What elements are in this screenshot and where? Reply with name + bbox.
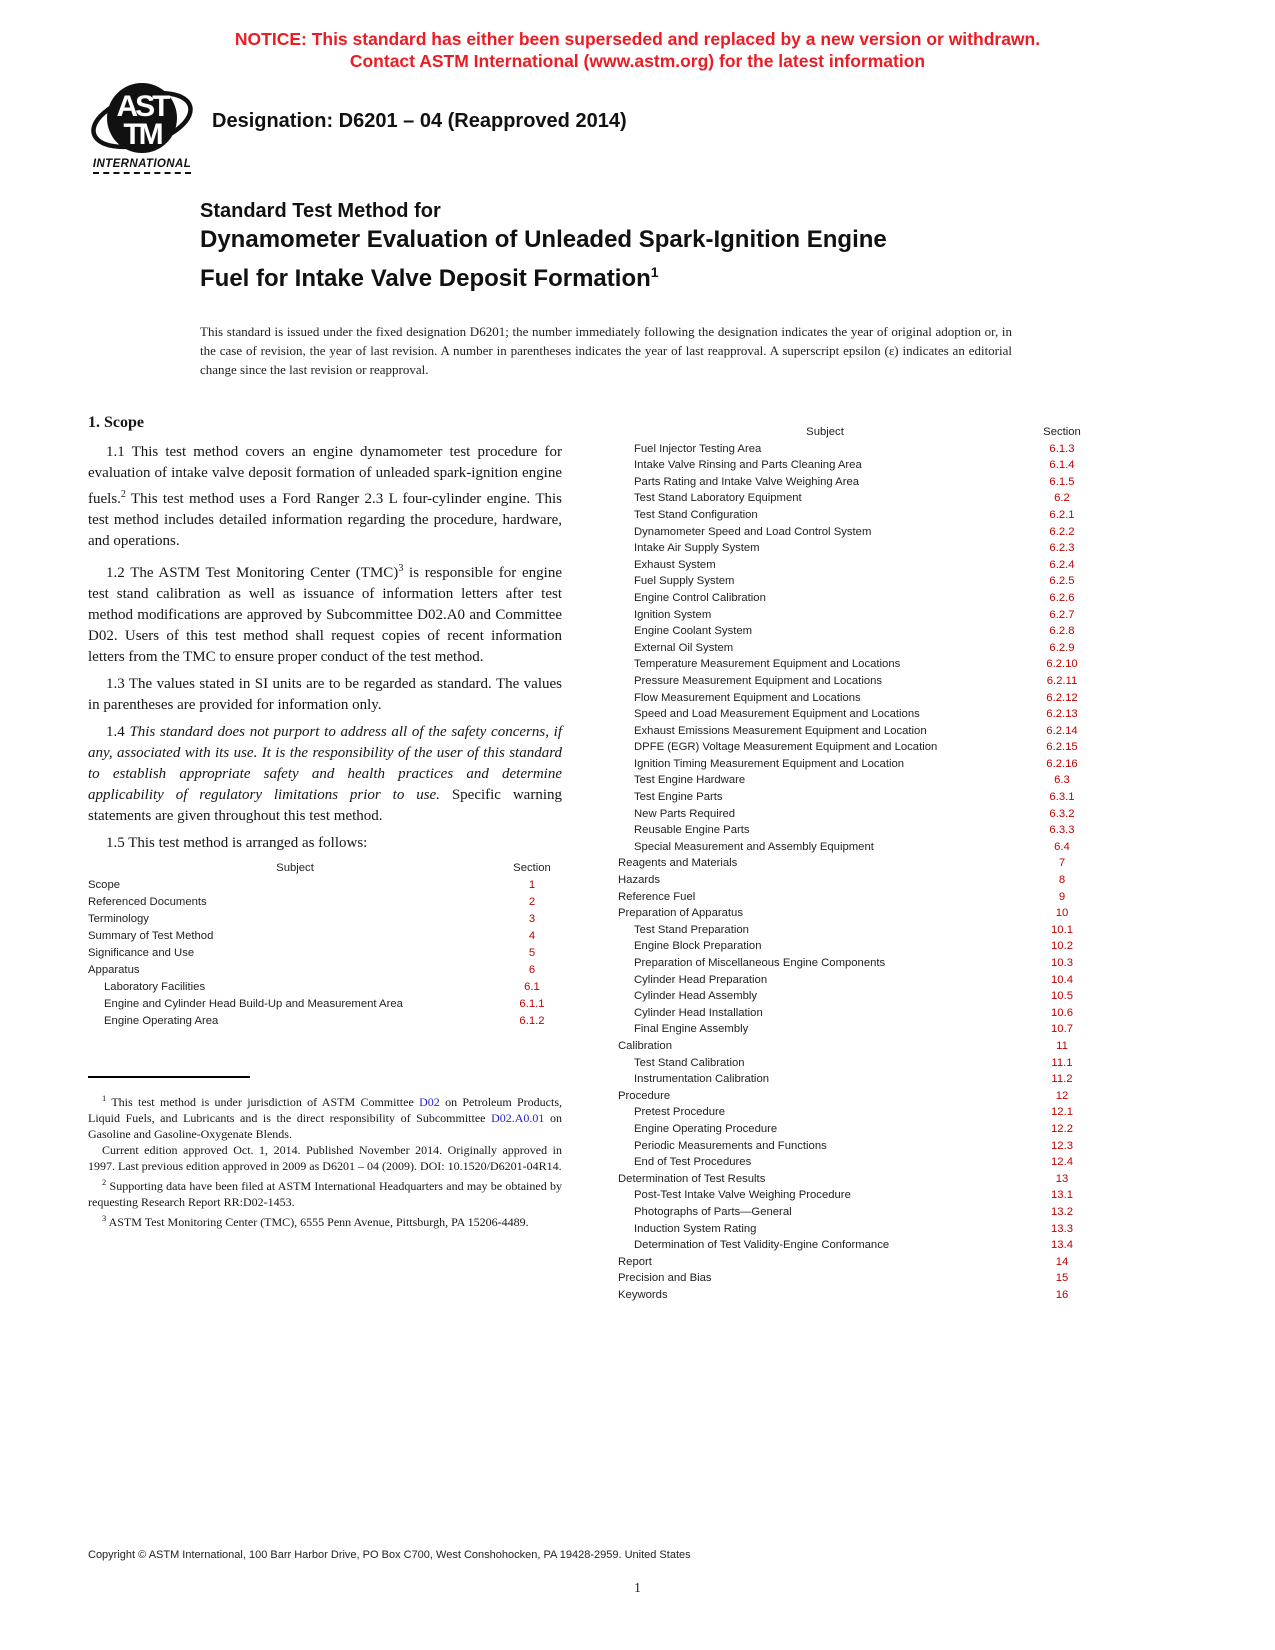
toc-section-number: 10.6 (1051, 1006, 1073, 1019)
toc-section-number: 6 (528, 964, 536, 976)
text-segment: 1.4 (106, 724, 130, 740)
text-segment: Supporting data have been filed at ASTM International Headquarters and may be obtained by requesting Research Report RR:D02-1453. (88, 1179, 562, 1209)
toc-section-number: 13.4 (1051, 1239, 1073, 1252)
toc-subject: Speed and Load Measurement Equipment and Locations (634, 708, 920, 721)
issuance-paragraph: This standard is issued under the fixed designation D6201; the number immediately following the designation indicates the year of original adoption or, in the case of revision, the year of last revision. A number in parentheses indicates the year of last reapproval. A superscript epsilon (ε) indicates an editorial change since the last revision or reapproval. (200, 324, 1012, 377)
footnote-3 (88, 1210, 562, 1230)
text-segment: on Gasoline and Gasoline-Oxygenate Blends. (88, 1111, 562, 1141)
toc-row (618, 673, 1092, 690)
toc-row (618, 507, 1092, 524)
toc-subject: Apparatus (88, 964, 140, 976)
right-column (618, 408, 1092, 1303)
toc-row (88, 894, 562, 911)
toc-section-number: 12.4 (1051, 1156, 1073, 1169)
toc-section-number: 10.1 (1051, 923, 1073, 936)
toc-row (618, 1287, 1092, 1304)
svg-text:TM: TM (123, 118, 161, 151)
toc-row (618, 1088, 1092, 1105)
toc-subject: Exhaust System (634, 558, 716, 571)
toc-section-number: 10 (1055, 907, 1069, 920)
text-segment: ASTM Test Monitoring Center (TMC), 6555 Penn Avenue, Pittsburgh, PA 15206-4489. (106, 1215, 529, 1229)
toc-subject: Ignition Timing Measurement Equipment and Location (634, 757, 905, 770)
toc-section-number: 11.2 (1051, 1073, 1073, 1086)
toc-row (618, 524, 1092, 541)
toc-row (618, 607, 1092, 624)
toc-subject: Final Engine Assembly (634, 1023, 749, 1036)
toc-row (618, 1138, 1092, 1155)
toc-subject: Report (618, 1255, 652, 1268)
toc-subject: Parts Rating and Intake Valve Weighing Area (634, 475, 860, 488)
toc-section-number: 6.4 (1054, 840, 1070, 853)
toc-table-left (88, 860, 562, 1030)
toc-row (618, 690, 1092, 707)
toc-section-number: 11 (1056, 1039, 1068, 1052)
toc-row (88, 928, 562, 945)
astm-committee-link[interactable]: D02 (419, 1095, 440, 1109)
toc-row (88, 1013, 562, 1030)
toc-subject: Cylinder Head Installation (634, 1006, 763, 1019)
toc-section-number: 6.2.8 (1049, 625, 1075, 638)
toc-row (618, 1171, 1092, 1188)
toc-section-number: 6.2.15 (1046, 741, 1078, 754)
toc-row (618, 1021, 1092, 1038)
toc-row (618, 557, 1092, 574)
text-segment: 3 (102, 1213, 107, 1223)
toc-subject: Fuel Injector Testing Area (634, 442, 762, 455)
toc-section-number: 13.1 (1051, 1189, 1073, 1202)
toc-subject: Hazards (618, 874, 661, 887)
toc-row (88, 962, 562, 979)
title-footnote-marker: 1 (650, 264, 659, 280)
text-segment: 3 (398, 563, 404, 574)
toc-section-number: 6.3.2 (1049, 807, 1075, 820)
toc-section-number: 10.2 (1051, 940, 1073, 953)
toc-section-number: 6.1.5 (1049, 475, 1075, 488)
toc-row (88, 996, 562, 1013)
toc-section-number: 6.2.9 (1049, 641, 1075, 654)
toc-row (618, 573, 1092, 590)
title-kicker: Standard Test Method for (200, 200, 441, 222)
text-segment: 2 (120, 489, 126, 500)
page-number: 1 (634, 1580, 641, 1595)
text-segment: 1 (102, 1093, 107, 1103)
astm-logo-icon (90, 78, 194, 160)
toc-subject: Pressure Measurement Equipment and Locations (634, 674, 883, 687)
toc-section-header: Section (1043, 426, 1081, 438)
toc-row (618, 1055, 1092, 1072)
toc-right-header (618, 424, 1092, 441)
title-main-line-2-text: Fuel for Intake Valve Deposit Formation (200, 265, 651, 292)
toc-section-number: 6.1.2 (519, 1015, 545, 1027)
astm-logo-subtitle: INTERNATIONAL (93, 158, 191, 174)
toc-section-number: 12.2 (1051, 1122, 1073, 1135)
toc-row (88, 877, 562, 894)
text-segment: This test method is under jurisdiction of ASTM Committee (106, 1095, 420, 1109)
text-segment: Current edition approved Oct. 1, 2014. Published November 2014. Originally approved in 1997. Last previous edition approved in 2009 as D6201 – 04 (2009). DOI: 10.1520/D6201-04R14. (88, 1143, 562, 1173)
toc-row (618, 922, 1092, 939)
toc-section-number: 6.2.6 (1049, 591, 1075, 604)
notice-line-2: Contact ASTM International (www.astm.org) for the latest information (349, 51, 926, 71)
toc-row (618, 623, 1092, 640)
text-segment: on Petroleum Products, Liquid Fuels, and Lubricants and is the direct responsibility of Subcommittee (88, 1095, 563, 1125)
astm-logo (88, 78, 196, 174)
astm-committee-link[interactable]: D02.A0.01 (491, 1111, 545, 1125)
toc-section-number: 6.3.3 (1049, 824, 1075, 837)
toc-subject: Dynamometer Speed and Load Control System (634, 525, 872, 538)
toc-row (618, 1038, 1092, 1055)
toc-subject: Reference Fuel (618, 890, 696, 903)
toc-subject: Cylinder Head Assembly (634, 990, 758, 1003)
toc-section-number: 6.2.1 (1049, 508, 1075, 521)
toc-row (618, 839, 1092, 856)
toc-subject: Terminology (88, 913, 149, 925)
toc-subject-header: Subject (276, 862, 314, 874)
toc-row (618, 490, 1092, 507)
toc-section-number: 7 (1058, 857, 1066, 870)
toc-row (618, 723, 1092, 740)
footnotes-block (88, 1076, 562, 1230)
toc-section-number: 6.3.1 (1049, 791, 1075, 804)
toc-section-number: 15 (1055, 1272, 1069, 1285)
toc-subject: New Parts Required (634, 807, 736, 820)
toc-row (618, 640, 1092, 657)
toc-section-number: 14 (1055, 1255, 1069, 1268)
toc-subject: Engine Operating Procedure (634, 1122, 778, 1135)
toc-section-number: 9 (1058, 890, 1066, 903)
document-header (88, 78, 627, 174)
toc-section-number: 6.2.3 (1049, 542, 1075, 555)
toc-subject: Periodic Measurements and Functions (634, 1139, 827, 1152)
toc-row (618, 772, 1092, 789)
toc-section-number: 4 (528, 930, 536, 942)
toc-section-number: 6.2.16 (1046, 757, 1078, 770)
toc-subject: Test Stand Configuration (634, 508, 758, 521)
toc-section-number: 10.4 (1051, 973, 1073, 986)
toc-section-number: 12 (1055, 1089, 1069, 1102)
toc-row (618, 1221, 1092, 1238)
footnote-1 (88, 1090, 562, 1142)
toc-left-header (88, 860, 562, 877)
toc-subject-header: Subject (806, 426, 844, 438)
toc-subject: Scope (88, 879, 121, 891)
paragraph-1-4 (88, 722, 562, 827)
toc-section-number: 6.2.10 (1046, 658, 1078, 671)
toc-section-number: 12.1 (1051, 1106, 1073, 1119)
toc-section-number: 6.2.12 (1046, 691, 1078, 704)
toc-subject: Post-Test Intake Valve Weighing Procedure (634, 1189, 851, 1202)
toc-subject: Photographs of Parts—General (634, 1205, 792, 1218)
toc-subject: Reagents and Materials (618, 857, 738, 870)
toc-section-number: 10.7 (1051, 1023, 1073, 1036)
toc-subject: Test Engine Hardware (634, 774, 746, 787)
toc-section-number: 12.3 (1051, 1139, 1073, 1152)
toc-subject: Referenced Documents (88, 896, 207, 908)
title-block (200, 198, 1030, 295)
toc-subject: Temperature Measurement Equipment and Locations (634, 658, 901, 671)
toc-section-number: 6.2.7 (1049, 608, 1075, 621)
toc-subject: Test Stand Laboratory Equipment (634, 492, 802, 505)
toc-subject: Induction System Rating (634, 1222, 757, 1235)
toc-row (618, 872, 1092, 889)
toc-row (618, 972, 1092, 989)
text-segment: is responsible for engine test stand calibration as well as issuance of information letters after test method modifications are approved by Subcommittee D02.A0 and Committee D02. Users of this test method shall request copies of recent information letters from the TMC to ensure proper conduct of the test method. (88, 565, 562, 665)
toc-section-number: 6.2.5 (1049, 575, 1075, 588)
toc-subject: Laboratory Facilities (104, 981, 206, 993)
toc-row (618, 789, 1092, 806)
toc-section-number: 6.2.2 (1049, 525, 1075, 538)
toc-subject: Special Measurement and Assembly Equipment (634, 840, 874, 853)
toc-row (618, 938, 1092, 955)
scope-heading: 1. Scope (88, 414, 144, 431)
toc-section-number: 16 (1055, 1288, 1069, 1301)
paragraph-1-1 (88, 442, 562, 552)
toc-row (618, 1204, 1092, 1221)
toc-subject: Determination of Test Validity-Engine Conformance (634, 1239, 890, 1252)
toc-subject: Engine and Cylinder Head Build-Up and Measurement Area (104, 998, 403, 1010)
toc-row (618, 955, 1092, 972)
toc-section-number: 6.1.4 (1049, 459, 1075, 472)
text-segment: This test method uses a Ford Ranger 2.3 L four-cylinder engine. This test method includes detailed information regarding the procedure, hardware, and operations. (88, 491, 562, 549)
title-main-line-1: Dynamometer Evaluation of Unleaded Spark-Ignition Engine (200, 226, 887, 253)
toc-table-right (618, 424, 1092, 1303)
toc-subject: Test Stand Calibration (634, 1056, 745, 1069)
toc-subject: Cylinder Head Preparation (634, 973, 768, 986)
toc-section-number: 6.1.1 (519, 998, 545, 1010)
toc-subject: Keywords (618, 1288, 668, 1301)
designation-label: Designation: D6201 – 04 (Reapproved 2014) (212, 110, 627, 132)
text-segment: 2 (102, 1177, 107, 1187)
toc-row (618, 1254, 1092, 1271)
toc-section-number: 6.2 (1054, 492, 1070, 505)
toc-subject: Significance and Use (88, 947, 195, 959)
toc-section-number: 6.2.14 (1046, 724, 1078, 737)
toc-section-number: 6.1 (524, 981, 540, 993)
title-main-line-2 (200, 256, 1030, 295)
text-segment: 1.2 The ASTM Test Monitoring Center (TMC) (106, 565, 399, 581)
toc-row (618, 1237, 1092, 1254)
toc-subject: Intake Air Supply System (634, 542, 760, 555)
toc-subject: Ignition System (634, 608, 712, 621)
toc-subject: Test Stand Preparation (634, 923, 749, 936)
toc-section-number: 6.1.3 (1049, 442, 1075, 455)
toc-subject: Engine Block Preparation (634, 940, 762, 953)
toc-subject: External Oil System (634, 641, 734, 654)
toc-subject: DPFE (EGR) Voltage Measurement Equipment and Location (634, 741, 938, 754)
toc-subject: Precision and Bias (618, 1272, 712, 1285)
toc-subject: Test Engine Parts (634, 791, 723, 804)
toc-row (618, 988, 1092, 1005)
toc-section-number: 13.2 (1051, 1205, 1073, 1218)
toc-right-rows (618, 441, 1092, 1304)
toc-row (88, 979, 562, 996)
toc-left-rows (88, 877, 562, 1030)
toc-row (618, 905, 1092, 922)
superseded-notice (0, 28, 1275, 72)
toc-row (618, 540, 1092, 557)
toc-subject: Instrumentation Calibration (634, 1073, 770, 1086)
toc-subject: Engine Control Calibration (634, 591, 766, 604)
toc-row (618, 1121, 1092, 1138)
toc-row (618, 739, 1092, 756)
copyright-footer: Copyright © ASTM International, 100 Barr Harbor Drive, PO Box C700, West Conshohocken, PA 19428-2959. United States (88, 1549, 691, 1561)
toc-row (618, 1187, 1092, 1204)
toc-row (618, 457, 1092, 474)
toc-subject: Summary of Test Method (88, 930, 214, 942)
toc-row (618, 590, 1092, 607)
toc-subject: Engine Coolant System (634, 625, 753, 638)
paragraph-1-5 (88, 833, 562, 854)
toc-section-number: 3 (528, 913, 536, 925)
toc-subject: Fuel Supply System (634, 575, 735, 588)
toc-section-number: 6.2.13 (1046, 708, 1078, 721)
toc-row (618, 474, 1092, 491)
toc-section-number: 6.2.11 (1046, 674, 1078, 687)
footnote-edition (88, 1142, 562, 1174)
toc-subject: Procedure (618, 1089, 671, 1102)
toc-subject: Preparation of Apparatus (618, 907, 743, 920)
toc-section-number: 1 (528, 879, 536, 891)
paragraph-1-3 (88, 674, 562, 716)
toc-subject: Intake Valve Rinsing and Parts Cleaning Area (634, 459, 862, 472)
notice-line-1: NOTICE: This standard has either been superseded and replaced by a new version or withdrawn. (234, 29, 1041, 49)
toc-section-number: 13 (1055, 1172, 1069, 1185)
paragraph-1-2 (88, 558, 562, 668)
toc-row (618, 1071, 1092, 1088)
svg-text:AST: AST (116, 90, 168, 123)
toc-subject: End of Test Procedures (634, 1156, 752, 1169)
toc-row (618, 822, 1092, 839)
footnote-divider (88, 1076, 250, 1078)
toc-section-number: 8 (1058, 874, 1066, 887)
text-segment: This standard does not purport to address all of the safety concerns, if any, associated with its use. It is the responsibility of the user of this standard to establish appropriate safety and health practices and determine applicability of regulatory limitations prior to use. (88, 724, 563, 803)
toc-section-number: 5 (528, 947, 536, 959)
toc-row (88, 945, 562, 962)
toc-row (618, 1104, 1092, 1121)
toc-subject: Reusable Engine Parts (634, 824, 750, 837)
toc-subject: Determination of Test Results (618, 1172, 766, 1185)
text-segment: 1.1 This test method covers an engine dynamometer test procedure for evaluation of intake valve deposit formation of unleaded spark-ignition engine fuels. (88, 444, 562, 507)
toc-row (618, 1270, 1092, 1287)
text-segment: Specific warning statements are given throughout this test method. (88, 787, 562, 824)
footnote-2 (88, 1174, 562, 1210)
toc-section-number: 13.3 (1051, 1222, 1073, 1235)
toc-subject: Preparation of Miscellaneous Engine Components (634, 957, 886, 969)
toc-row (618, 656, 1092, 673)
toc-subject: Engine Operating Area (104, 1015, 219, 1027)
toc-subject: Flow Measurement Equipment and Locations (634, 691, 861, 704)
toc-row (618, 706, 1092, 723)
toc-row (618, 1154, 1092, 1171)
text-segment: 1.3 The values stated in SI units are to be regarded as standard. The values in parentheses are provided for information only. (88, 676, 562, 713)
toc-row (618, 806, 1092, 823)
toc-row (88, 911, 562, 928)
toc-row (618, 855, 1092, 872)
toc-section-number: 6.3 (1054, 774, 1070, 787)
toc-subject: Exhaust Emissions Measurement Equipment and Location (634, 724, 927, 737)
toc-subject: Pretest Procedure (634, 1106, 726, 1119)
toc-row (618, 1005, 1092, 1022)
toc-subject: Calibration (618, 1039, 673, 1052)
two-column-body (88, 408, 1092, 1303)
toc-section-header: Section (513, 862, 551, 874)
toc-section-number: 6.2.4 (1049, 558, 1075, 571)
toc-row (618, 441, 1092, 458)
text-segment: 1.5 This test method is arranged as follows: (106, 835, 368, 851)
toc-section-number: 2 (528, 896, 536, 908)
toc-section-number: 10.5 (1051, 990, 1073, 1003)
toc-section-number: 10.3 (1051, 957, 1073, 969)
toc-row (618, 756, 1092, 773)
toc-row (618, 889, 1092, 906)
left-column (88, 408, 562, 1303)
toc-section-number: 11.1 (1051, 1056, 1073, 1069)
